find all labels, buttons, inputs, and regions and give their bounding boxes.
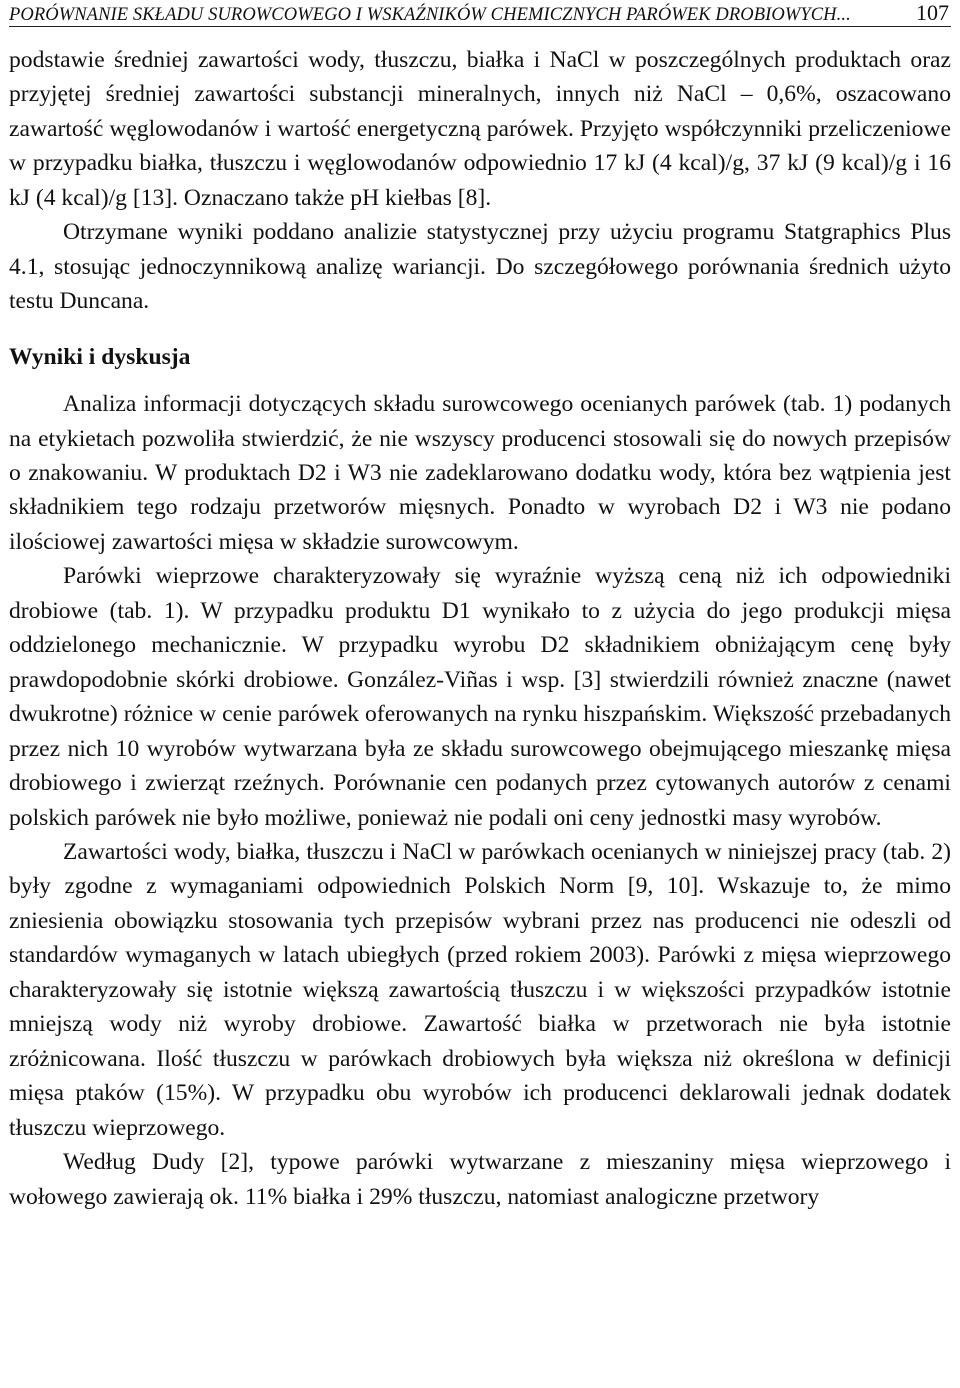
section-heading: Wyniki i dyskusja (9, 343, 191, 370)
paragraph-duda-reference: Według Dudy [2], typowe parówki wytwarzane z mieszaniny mięsa wieprzowego i wołowego zawierają ok. 11% białka i 29% tłuszczu, natomiast analogiczne przetwory (9, 1149, 951, 1210)
body-text (9, 43, 951, 1214)
paragraph-price-comparison: Parówki wieprzowe charakteryzowały się wyraźnie wyższą ceną niż ich odpowiedniki drobiowe (tab. 1). W przypadku produktu D1 wynikało to z użycia do jego produkcji mięsa oddzielonego mechanicznie. W przypadku wyrobu D2 składnikiem obniżającym cenę były prawdopodobnie skórki drobiowe. González-Viñas i wsp. [3] stwierdzili również znaczne (nawet dwukrotne) różnice w cenie parówek oferowanych na rynku hiszpańskim. Większość przebadanych przez nich 10 wyrobów wytwarzana była ze składu surowcowego obejmującego mieszankę mięsa drobiowego i zwierząt rzeźnych. Porównanie cen podanych przez cytowanych autorów z cenami polskich parówek nie było możliwe, ponieważ nie podali oni ceny jednostki masy wyrobów. (9, 563, 951, 831)
paragraph-composition: Zawartości wody, białka, tłuszczu i NaCl w parówkach ocenianych w niniejszej pracy (tab. 2) były zgodne z wymaganiami odpowiednich Polskich Norm [9, 10]. Wskazuje to, że mimo zniesienia obowiązku stosowania tych przepisów wybrani przez nas producenci nie odeszli od standardów wymaganych w latach ubiegłych (przed rokiem 2003). Parówki z mięsa wieprzowego charakteryzowały się istotnie większą zawartością tłuszczu i w większości przypadków istotnie mniejszą wody niż wyroby drobiowe. Zawartość białka w przetworach nie była istotnie zróżnicowana. Ilość tłuszczu w parówkach drobiowych była większa niż określona w definicji mięsa ptaków (15%). W przypadku obu wyrobów ich producenci deklarowali jednak dodatek tłuszczu wieprzowego. (9, 838, 951, 1141)
running-header (9, 0, 951, 27)
running-header-title: PORÓWNANIE SKŁADU SUROWCOWEGO I WSKAŹNIKÓW CHEMICZNYCH PARÓWEK DROBIOWYCH... (9, 5, 851, 25)
paragraph-label-analysis: Analiza informacji dotyczących składu surowcowego ocenianych parówek (tab. 1) podanych na etykietach pozwoliła stwierdzić, że nie wszyscy producenci stosowali się do nowych przepisów o znakowaniu. W produktach D2 i W3 nie zadeklarowano dodatku wody, która bez wątpienia jest składnikiem tego rodzaju przetworów mięsnych. Ponadto w wyrobach D2 i W3 nie podano ilościowej zawartości mięsa w składzie surowcowym. (9, 391, 951, 555)
page-number: 107 (916, 0, 949, 25)
paragraph-methods-continued: podstawie średniej zawartości wody, tłuszczu, białka i NaCl w poszczególnych produktach oraz przyjętej średniej zawartości substancji mineralnych, innych niż NaCl – 0,6%, oszacowano zawartość węglowodanów i wartość energetyczną parówek. Przyjęto współczynniki przeliczeniowe w przypadku białka, tłuszczu i węglowodanów odpowiednio 17 kJ (4 kcal)/g, 37 kJ (9 kcal)/g i 16 kJ (4 kcal)/g [13]. Oznaczano także pH kiełbas [8]. (9, 47, 951, 211)
paragraph-statistics: Otrzymane wyniki poddano analizie statystycznej przy użyciu programu Statgraphics Plus 4.1, stosując jednoczynnikową analizę wariancji. Do szczegółowego porównania średnich użyto testu Duncana. (9, 219, 951, 315)
